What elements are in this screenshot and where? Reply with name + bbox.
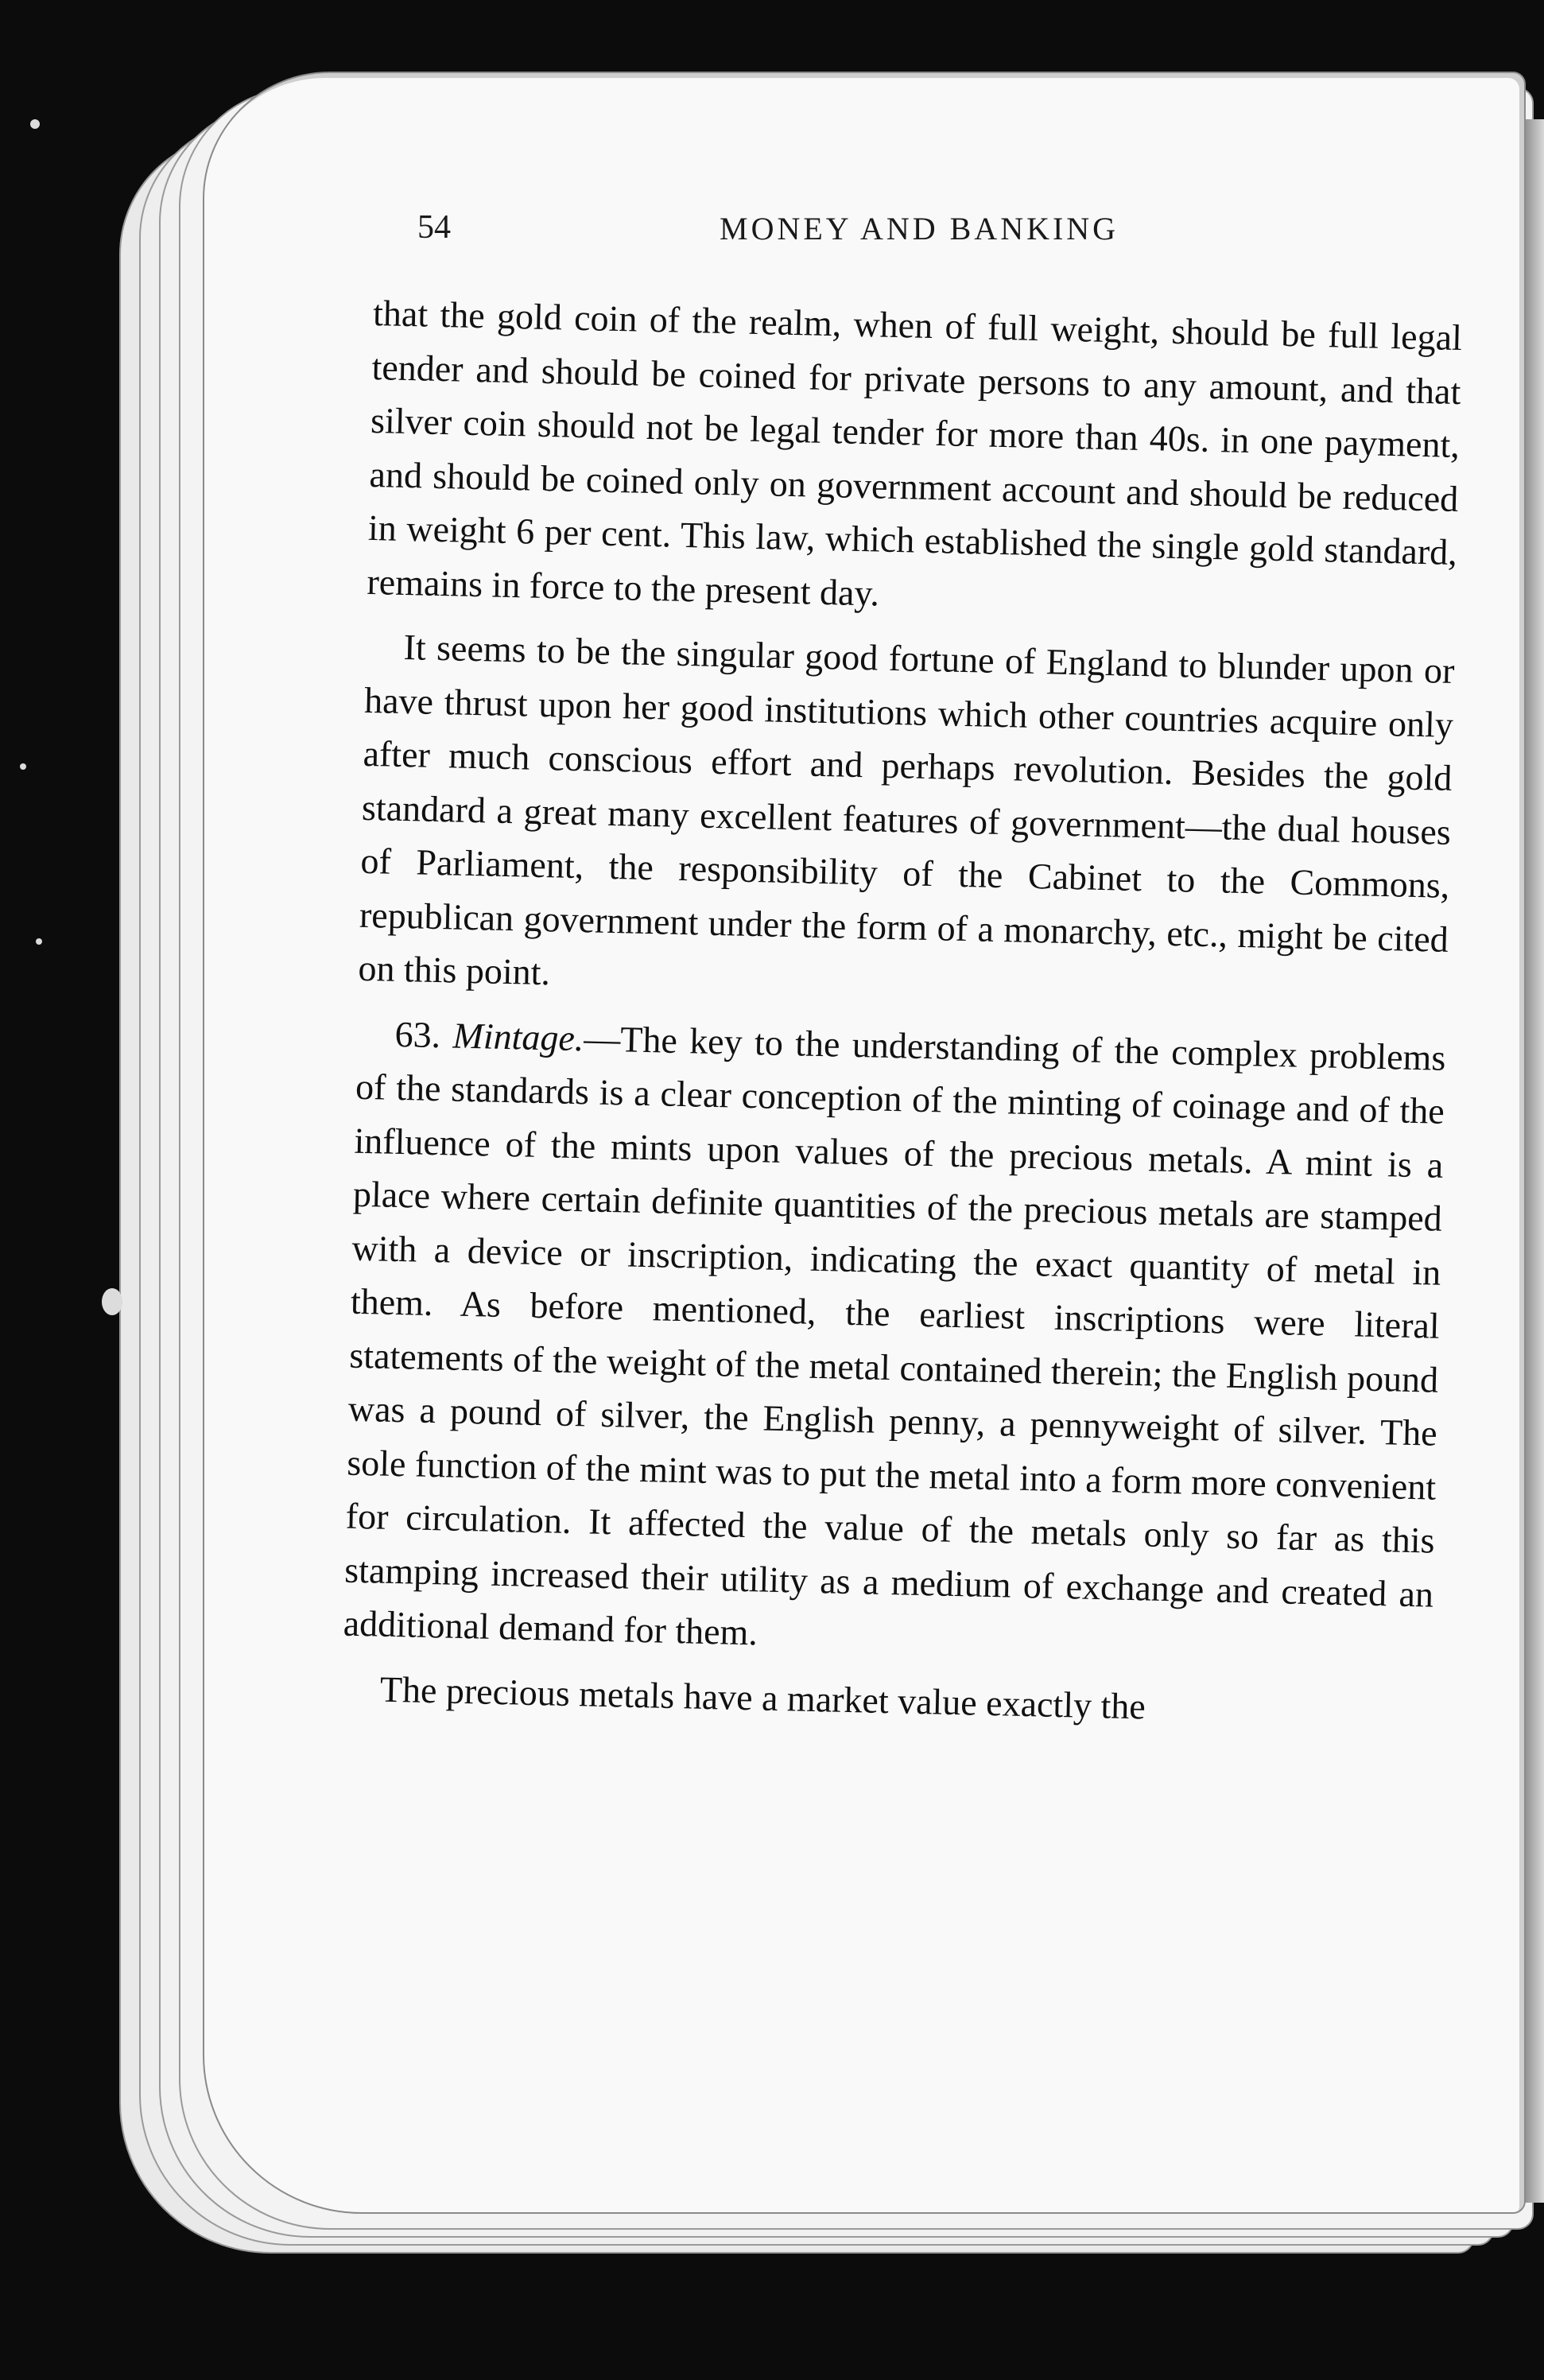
dust-speck — [20, 763, 26, 770]
page-number: 54 — [417, 209, 451, 246]
paragraph: It seems to be the singular good fortune of England to blunder upon or have thrust upon her good institutions which other countries acquire only after much conscious effort and perhaps revolution. Besides the gold standard a great many excellent features of government—the dual houses of Parliament, the responsibility of the Cabinet to the Commons, republican government under the form of a monarchy, etc., might be cited on this point. — [357, 626, 1455, 993]
running-head: MONEY AND BANKING — [720, 211, 1119, 247]
dust-speck — [30, 119, 40, 129]
paragraph-section — [343, 1006, 1446, 1675]
page-tab — [102, 1288, 122, 1315]
section-number: 63. — [394, 1013, 441, 1055]
section-title: Mintage. — [452, 1015, 584, 1058]
body-text — [341, 286, 1463, 1751]
section-text: —The key to the understanding of the complex problems of the standards is a clear conception of the minting of coinage and of the influence of the mints upon values of the precious metals. A mint is a place where certain definite quantities of the precious metals are stamped with a device or inscription, indicating the exact quantity of metal in them. As before mentioned, the earliest inscriptions were literal statements of the weight of the metal contained therein; the English pound was a pound of silver, the English penny, a pennyweight of silver. The sole function of the mint was to put the metal into a form more convenient for circulation. It affected the value of the metals only so far as this stamping increased their utility as a medium of exchange and created an additional demand for them. — [343, 1017, 1446, 1653]
dust-speck — [36, 938, 42, 945]
paragraph: The precious metals have a market value exactly the — [379, 1668, 1146, 1726]
page-header — [417, 208, 1451, 264]
paragraph: that the gold coin of the realm, when of full weight, should be full legal tender and should be coined for private persons to any amount, and that silver coin should not be legal tender for more than 40s. in one payment, and should be coined only on government account and should be reduced in weight 6 per cent. This law, which established the single gold standard, remains in force to the present day. — [367, 292, 1463, 614]
